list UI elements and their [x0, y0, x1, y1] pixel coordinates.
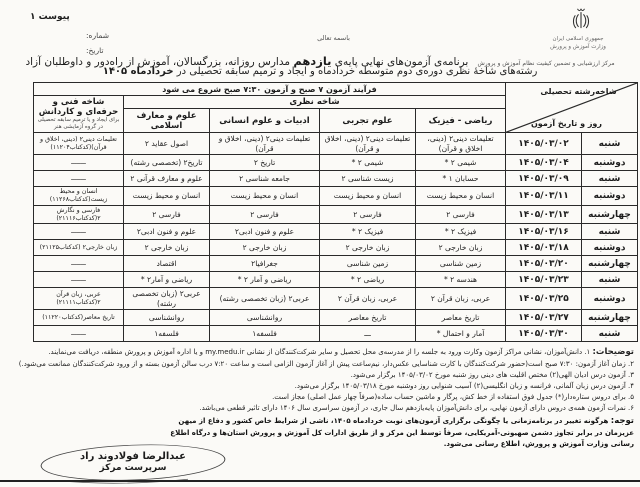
subject-cell: جامعه شناسی ۲	[210, 171, 320, 187]
subject-cell: ــــــــ	[33, 256, 123, 272]
exam-date-cell: ۱۴۰۵/۰۳/۰۹	[506, 171, 582, 187]
note-line: ۲. زمان آغاز آزمون: ۷:۳۰ صبح است(حضور شرکت‌کنندگان با کارت شناسایی عکس‌دار، نیم‌ساعت پیش از آغاز آزمون الزامی است و ساعت ۷:۲۰ درب سالن آزمون بسته و از ورود شرکت‌کنندگان ممانعت می‌شود.)	[18, 360, 634, 369]
exam-date-cell: ۱۴۰۵/۰۳/۲۳	[506, 272, 582, 288]
gov-line-1: جمهوری اسلامی ایران	[552, 36, 604, 42]
subject-cell: فارسی ۲	[210, 205, 320, 224]
subject-cell: زبان خارجی۲ (کدکتاب۲۱۱۲۵)	[33, 240, 123, 256]
subject-cell: عربی، زبان قرآن ۲	[320, 288, 416, 310]
signature-block	[48, 451, 218, 473]
table-row	[33, 224, 637, 240]
note-line: ۴. آزمون درس زبان آلمانی، فرانسه و زبان انگلیسی(۲) آسیب شنوایی روز دوشنبه مورخ ۱۴۰۵/۰۳/۱۸ برگزار می‌شود.	[294, 382, 634, 391]
exam-schedule-table	[33, 82, 638, 342]
subject-cell: اقتصاد	[124, 256, 210, 272]
corner-branch-label: شاخه‌رشته تحصیلی	[540, 87, 617, 96]
title-line-2: رشته‌های شاخهٔ نظری دوره‌ی دوم متوسطه خردادماه و ایجاد و ترمیم سابقه تحصیلی در خردادماه ۱۴۰۵	[102, 66, 538, 77]
exam-date-cell: ۱۴۰۵/۰۳/۱۶	[506, 224, 582, 240]
exam-day-cell: شنبه	[582, 224, 638, 240]
subject-cell: فیزیک ۲ *	[416, 224, 506, 240]
exam-date-cell: ۱۴۰۵/۰۳/۲۰	[506, 256, 582, 272]
exam-date-cell: ۱۴۰۵/۰۳/۱۸	[506, 240, 582, 256]
attention-label: توجه:	[610, 415, 634, 426]
exam-date-cell: ۱۴۰۵/۰۳/۳۰	[506, 326, 582, 342]
corner-day-date-label: روز و تاریخ آزمون	[530, 119, 603, 129]
signatory-name: عبدالرضا فولادوند راد	[80, 451, 186, 462]
page-header	[0, 0, 640, 82]
table-row	[33, 256, 637, 272]
exam-day-cell: شنبه	[582, 326, 638, 342]
subject-cell: روانشناسی	[210, 310, 320, 326]
theory-branch-header: شاخه نظری	[124, 96, 506, 109]
exam-day-cell: شنبه	[582, 133, 638, 155]
exam-date-cell: ۱۴۰۵/۰۳/۰۴	[506, 155, 582, 171]
exam-day-cell: دوشنبه	[582, 187, 638, 206]
subject-cell: علوم و معارف قرآنی ۲	[124, 171, 210, 187]
subject-cell: انسان و محیط زیست	[320, 187, 416, 206]
subject-cell: زبان خارجی ۲	[416, 240, 506, 256]
notes-section	[0, 342, 640, 413]
subject-cell: ــــــــ	[33, 155, 123, 171]
note-line: ۳. آزمون درس ادیان الهی(۲) مختص اقلیت های دینی روز شنبه مورخ ۱۴۰۵/۰۳/۰۲ برگزار می‌شود.	[350, 371, 634, 380]
note-line: ۶. نمرات آزمون همه‌ی دروس دارای آزمون نهایی، برای دانش‌آموزان پایه‌یازدهم سال جاری، در آزمون سراسری سال ۱۴۰۶ دارای تاثیر قطعی می‌باشد.	[199, 403, 634, 412]
notes-label: توضیحات:	[592, 347, 634, 358]
subject-cell: عربی، زبان قرآن ۲	[416, 288, 506, 310]
subject-cell: فلسفه۱	[124, 326, 210, 342]
table-row	[33, 155, 637, 171]
subject-cell: فلسفه۱	[210, 326, 320, 342]
note-line: ۵. برای دروس ستاره‌دار(*) جدول فوق استفاده از خط کش، پرگار و ماشین حساب ساده(صرفاً چهار عمل اصلی) مجاز است.	[272, 392, 634, 401]
subject-cell: تاریخ معاصر	[320, 310, 416, 326]
subject-cell: علوم و فنون ادبی۲	[210, 224, 320, 240]
subject-cell: ــــــــ	[33, 326, 123, 342]
date-label: تاریخ:	[86, 46, 104, 55]
subject-cell: تعلیمات دینی۲ (دینی، اخلاق و قرآن)	[416, 133, 506, 155]
subject-cell: تاریخ معاصر(کدکتاب۱۱۲۲۰)	[33, 310, 123, 326]
process-note-cell: فرآیند آزمون ۷ صبح و آزمون ۷:۳۰ صبح شروع می شود	[33, 83, 505, 96]
subject-cell: شیمی ۲ *	[320, 155, 416, 171]
subject-cell: انسان و محیط زیست(کدکتاب۱۱۲۶۸)	[33, 187, 123, 206]
subject-cell: انسان و محیط زیست	[210, 187, 320, 206]
subject-cell: فیزیک ۲ *	[320, 224, 416, 240]
subject-cell: عربی۲ (زبان تخصصی رشته)	[210, 288, 320, 310]
subject-cell: تعلیمات دینی۲ (دینی، اخلاق و قرآن)	[320, 133, 416, 155]
subject-cell: آمار و احتمال *	[416, 326, 506, 342]
subject-cell: هندسه ۲ *	[416, 272, 506, 288]
subject-cell: فارسی ۲	[320, 205, 416, 224]
table-row	[33, 171, 637, 187]
besmele-text: باسمه تعالی	[317, 34, 350, 42]
subject-cell: اصول عقاید ۲	[124, 133, 210, 155]
subject-cell: روانشناسی	[124, 310, 210, 326]
subject-cell: حسابان ۱ *	[416, 171, 506, 187]
table-row	[33, 326, 637, 342]
subject-cell: فارسی ۲	[416, 205, 506, 224]
exam-day-cell: شنبه	[582, 171, 638, 187]
subject-cell: جغرافیا۲	[210, 256, 320, 272]
exam-day-cell: دوشنبه	[582, 155, 638, 171]
subject-cell: شیمی ۲ *	[416, 155, 506, 171]
subject-cell: ــــــــ	[33, 272, 123, 288]
gov-line-2: وزارت آموزش و پرورش	[550, 43, 606, 50]
exam-date-cell: ۱۴۰۵/۰۳/۰۲	[506, 133, 582, 155]
subject-cell: تاریخ۲ (تخصصی رشته)	[124, 155, 210, 171]
subject-cell: زمین شناسی	[320, 256, 416, 272]
exam-date-cell: ۱۴۰۵/۰۳/۱۱	[506, 187, 582, 206]
exam-date-cell: ۱۴۰۵/۰۳/۱۳	[506, 205, 582, 224]
subject-cell: ــــــــ	[33, 171, 123, 187]
tech-branch-header: شاخه فنی و حرفه‌ای و کاردانش برای ایجاد و یا ترمیم سابقه تحصیلی در گروه آزمایشی هنر	[33, 96, 123, 133]
subject-cell: عربی۲ (زبان تخصصی رشته)	[124, 288, 210, 310]
subject-cell: ـــ	[320, 326, 416, 342]
exam-date-cell: ۱۴۰۵/۰۳/۲۷	[506, 310, 582, 326]
corner-header-cell	[506, 83, 638, 133]
subject-cell: انسان و محیط زیست	[124, 187, 210, 206]
attention-text: هرگونه تغییر در برنامه‌زمانی یا چگونگی برگزاری آزمون‌های نوبت خردادماه ۱۴۰۵، ناشی از شرایط خاص کشور و دفاع از میهن عزیزمان در برابر تجاوز دشمن صهیونی-آمریکایی، صرفاً توسط این مرکز و از طریق ادارات کل آموزش و پرورش استان‌ها و درگاه اطلاع رسانی وزارت آموزش و پرورش، اطلاع رسانی می‌شود.	[170, 416, 634, 448]
table-row	[33, 288, 637, 310]
number-label: شماره:	[86, 31, 109, 40]
subject-cell: انسان و محیط زیست	[416, 187, 506, 206]
exam-day-cell: چهارشنبه	[582, 310, 638, 326]
subject-cell: ریاضی و آمار۲ *	[124, 272, 210, 288]
subject-cell: فارسی و نگارش ۲(کدکتاب۲۱۱۱۶)	[33, 205, 123, 224]
table-row	[33, 133, 637, 155]
subject-cell: علوم و فنون ادبی۲	[124, 224, 210, 240]
subject-cell: ــــــــ	[33, 224, 123, 240]
tech-branch-subtext: برای ایجاد و یا ترمیم سابقه تحصیلی در گروه آزمایشی هنر	[37, 117, 120, 131]
signatory-title: سرپرست مرکز	[99, 463, 167, 473]
subject-cell: زبان خارجی ۲	[320, 240, 416, 256]
subject-cell: زمین شناسی	[416, 256, 506, 272]
exam-day-cell: چهارشنبه	[582, 205, 638, 224]
issuing-center-name: مرکز ارزشیابی و تضمین کیفیت نظام آموزش و پرورش	[477, 60, 615, 67]
exam-day-cell: دوشنبه	[582, 288, 638, 310]
note-line: توضیحات: ۱. دانش‌آموزان، نشانی مراکز آزمون وکارت ورود به جلسه را از مدرسه‌ی محل تحصیل و سایر شرکت‌کنندگان از نشانی my.medu.ir و یا اداره آموزش و پرورش منطقه، دریافت می‌نمایند.	[48, 347, 634, 358]
subject-cell: زیست شناسی ۲	[320, 171, 416, 187]
iran-emblem-icon	[564, 6, 598, 36]
subject-cell: تعلیمات دینی۲ (دینی، اخلاق و قرآن)	[210, 133, 320, 155]
table-row	[33, 205, 637, 224]
subject-cell: تاریخ معاصر	[416, 310, 506, 326]
page-bottom-rule	[0, 480, 640, 482]
subject-cell: ریاضی و آمار ۲ *	[210, 272, 320, 288]
subject-cell: فارسی ۲	[124, 205, 210, 224]
subject-cell: زبان خارجی ۲	[124, 240, 210, 256]
column-header-math: ریاضی - فیزیک	[416, 109, 506, 133]
table-row	[33, 240, 637, 256]
attention-note	[0, 414, 640, 450]
exam-date-cell: ۱۴۰۵/۰۳/۲۵	[506, 288, 582, 310]
document-title: برنامه‌ی آزمون‌های نهایی پایه‌ی یازدهم مدارس روزانه، بزرگسالان، آموزش از راه‌دور و داوطلبان آزاد	[25, 54, 469, 68]
subject-cell: عربی، زبان قرآن ۲(کدکتاب۲۱۱۱۱)	[33, 288, 123, 310]
exam-day-cell: چهارشنبه	[582, 256, 638, 272]
column-header-islamic: علوم و معارف اسلامی	[124, 109, 210, 133]
subject-cell: تعلیمات دینی۲ (دینی، اخلاق و قرآن)(کدکتاب۱۱۲۰۴)	[33, 133, 123, 155]
subject-cell: زبان خارجی ۲	[210, 240, 320, 256]
subject-cell: تاریخ ۲	[210, 155, 320, 171]
subject-cell: ریاضی ۲ *	[320, 272, 416, 288]
exam-day-cell: دوشنبه	[582, 240, 638, 256]
exam-day-cell: شنبه	[582, 272, 638, 288]
attachment-label: پیوست ۱	[30, 12, 70, 22]
table-row	[33, 310, 637, 326]
column-header-science: علوم تجربی	[320, 109, 416, 133]
table-row	[33, 187, 637, 206]
column-header-humanities: ادبیات و علوم انسانی	[210, 109, 320, 133]
table-row	[33, 272, 637, 288]
